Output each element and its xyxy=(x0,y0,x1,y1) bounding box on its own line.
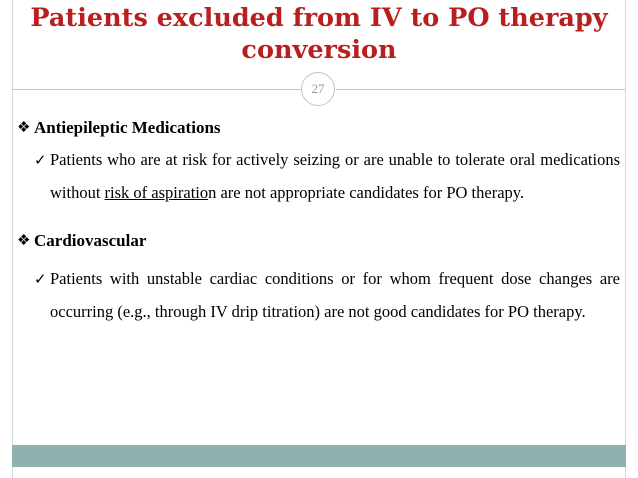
title-divider-left xyxy=(12,89,302,90)
section-heading-label: Cardiovascular xyxy=(34,231,147,250)
list-item xyxy=(16,144,620,209)
list-item-text: Patients with unstable cardiac conditions or for whom frequent dose changes are occurring (e.g., through IV drip titration) are not good candidates for PO therapy. xyxy=(50,269,620,321)
slide-content xyxy=(16,112,620,328)
list-item xyxy=(16,263,620,328)
section-heading-antiepileptic xyxy=(16,112,620,144)
page-number: 27 xyxy=(301,72,335,106)
list-item-text-end: n are not appropriate candidates for PO therapy. xyxy=(208,182,525,202)
slide-title: Patients excluded from IV to PO therapy conversion xyxy=(30,3,608,65)
diamond-icon: ❖ xyxy=(17,233,31,249)
check-icon: ✓ xyxy=(34,270,47,288)
check-icon: ✓ xyxy=(34,151,47,169)
footer-bar xyxy=(12,445,626,467)
title-divider-right xyxy=(336,89,626,90)
diamond-icon: ❖ xyxy=(17,120,31,136)
section-heading-label: Antiepileptic Medications xyxy=(34,118,221,137)
list-item-text-start: Patients who are at risk for actively seizing or are unable to tolerate oral medications without xyxy=(50,150,620,202)
underlined-phrase: risk of aspiratio xyxy=(104,182,209,202)
section-heading-cardiovascular xyxy=(16,225,620,257)
section-spacer xyxy=(16,209,620,225)
